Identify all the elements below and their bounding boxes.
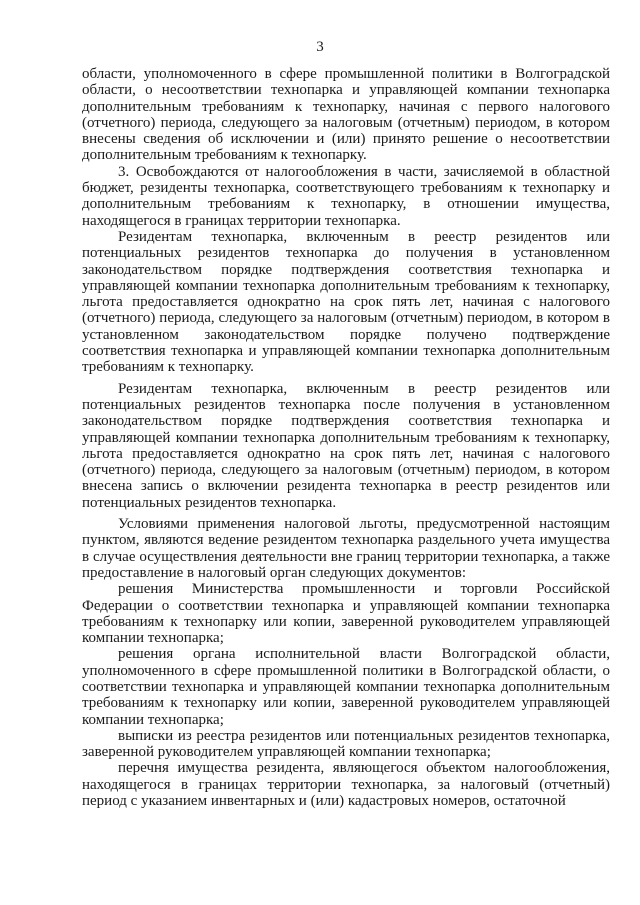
list-item-registry-extract: выписки из реестра резидентов или потенциальных резидентов технопарка, заверенной руководителем управляющей компании технопарка;: [82, 727, 610, 761]
list-item-property-list: перечня имущества резидента, являющегося объектом налогообложения, находящегося в границах территории технопарка, за налоговый (отчетный) период с указанием инвентарных и (или) кадастровых номеров, остаточной: [82, 760, 610, 810]
paragraph-residents-before: Резидентам технопарка, включенным в реестр резидентов или потенциальных резидентов технопарка до получения в установленном законодательством порядке подтверждения соответствия технопарка и управляющей компании технопарка дополнительным требованиям к технопарку, льгота предоставляется однократно на срок пять лет, начиная с налогового (отчетного) периода, следующего за налоговым (отчетным) периодом, в котором в установленном законодательством порядке получено подтверждение соответствия технопарка и управляющей компании технопарка дополнительным требованиям к технопарку.: [82, 228, 610, 376]
paragraph-residents-after: Резидентам технопарка, включенным в реестр резидентов или потенциальных резидентов технопарка после получения в установленном законодательством порядке подтверждения соответствия технопарка и управляющей компании технопарка дополнительным требованиям к технопарку, льгота предоставляется однократно на срок пять лет, начиная с налогового (отчетного) периода, следующего за налоговым (отчетным) периодом, в котором внесена запись о включении резидента технопарка в реестр резидентов или потенциальных резидентов технопарка.: [82, 380, 610, 511]
paragraph-conditions: Условиями применения налоговой льготы, предусмотренной настоящим пунктом, являются ведение резидентом технопарка раздельного учета имущества в случае осуществления деятельности вне границ территории технопарка, а также предоставление в налоговый орган следующих документов:: [82, 516, 610, 581]
document-body: [82, 66, 610, 809]
paragraph-continuation: области, уполномоченного в сфере промышленной политики в Волгоградской области, о несоответствии технопарка и управляющей компании технопарка дополнительным требованиям к технопарку, начиная с первого налогового (отчетного) периода, следующего за налоговым (отчетным) периодом, в котором внесены сведения об исключении и (или) принято решение о несоответствии дополнительным требованиям к технопарку.: [82, 66, 610, 164]
list-item-ministry-decision: решения Министерства промышленности и торговли Российской Федерации о соответствии технопарка и управляющей компании технопарка требованиям к технопарку или копии, заверенной руководителем управляющей компании технопарка;: [82, 581, 610, 647]
list-item-regional-decision: решения органа исполнительной власти Волгоградской области, уполномоченного в сфере промышленной политики в Волгоградской области, о соответствии технопарка и управляющей компании технопарка дополнительным требованиям к технопарку или копии, заверенной руководителем управляющей компании технопарка;: [82, 646, 610, 728]
paragraph-item-3: 3. Освобождаются от налогообложения в части, зачисляемой в областной бюджет, резиденты технопарка, соответствующего требованиям к технопарку и дополнительным требованиям к технопарку, в отношении имущества, находящегося в границах территории технопарка.: [82, 163, 610, 229]
page-number: 3: [316, 39, 324, 55]
